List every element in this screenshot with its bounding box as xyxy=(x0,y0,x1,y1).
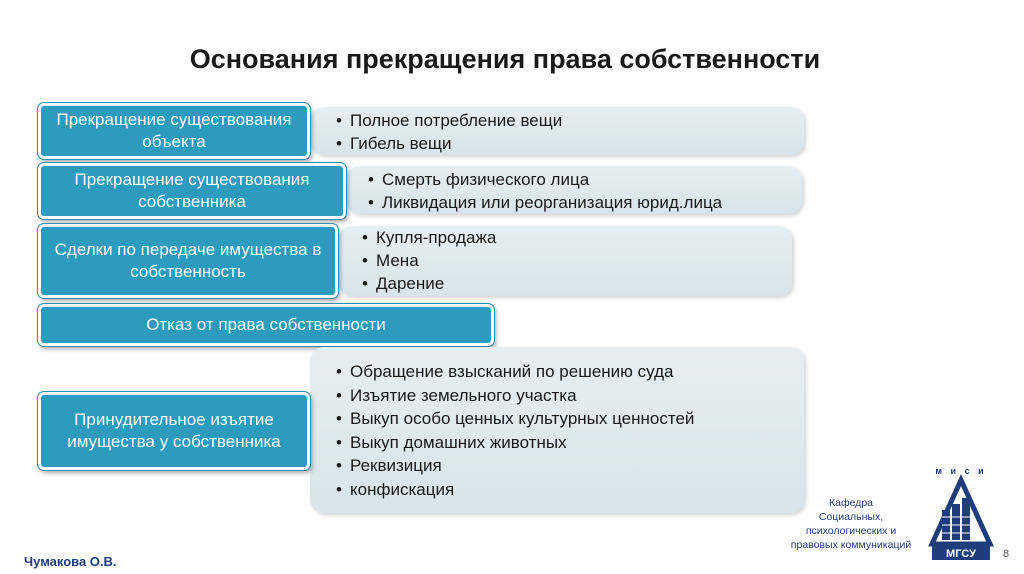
category-box-2 xyxy=(38,163,346,219)
detail-item: • Ликвидация или реорганизация юрид.лица xyxy=(368,191,802,214)
category-box-3 xyxy=(38,224,338,298)
detail-item: • Выкуп особо ценных культурных ценностей xyxy=(336,407,804,431)
category-label: Прекращение существования собственника xyxy=(74,170,310,211)
detail-item: • Полное потребление вещи xyxy=(336,109,804,132)
detail-box-3 xyxy=(338,226,792,296)
detail-item: • Гибель вещи xyxy=(336,132,804,155)
category-box-4 xyxy=(38,304,494,346)
detail-item: • Обращение взысканий по решению суда xyxy=(336,360,804,384)
department-line: Кафедра xyxy=(828,497,873,509)
page-number: 8 xyxy=(1003,548,1010,560)
detail-box-1 xyxy=(310,107,804,155)
detail-item: • Смерть физического лица xyxy=(368,168,802,191)
department-name xyxy=(776,496,926,552)
category-label: Сделки по передаче имущества в собственность xyxy=(54,240,322,281)
detail-item: • Дарение xyxy=(362,272,792,295)
detail-item: • Выкуп домашних животных xyxy=(336,431,804,455)
department-line: психологических и xyxy=(805,525,897,537)
category-box-5 xyxy=(38,392,310,470)
detail-item: • конфискация xyxy=(336,478,804,502)
detail-box-2 xyxy=(346,166,802,214)
mgsu-logo xyxy=(928,462,994,562)
author-name: Чумакова О.В. xyxy=(24,554,117,569)
logo-top-text: м и с и xyxy=(935,466,987,476)
category-label: Прекращение существования объекта xyxy=(56,110,292,151)
department-line: Социальных, xyxy=(818,511,884,523)
logo-bottom-text: МГСУ xyxy=(946,548,976,560)
detail-item: • Реквизиция xyxy=(336,454,804,478)
detail-item: • Мена xyxy=(362,249,792,272)
category-label: Отказ от права собственности xyxy=(146,315,386,334)
department-line: правовых коммуникаций xyxy=(790,539,912,551)
category-label: Принудительное изъятие имущества у собственника xyxy=(67,410,281,451)
slide-title: Основания прекращения права собственности xyxy=(189,44,821,74)
detail-box-5 xyxy=(310,347,804,513)
category-box-1 xyxy=(38,103,310,159)
detail-item: • Изъятие земельного участка xyxy=(336,384,804,408)
detail-item: • Купля-продажа xyxy=(362,226,792,249)
